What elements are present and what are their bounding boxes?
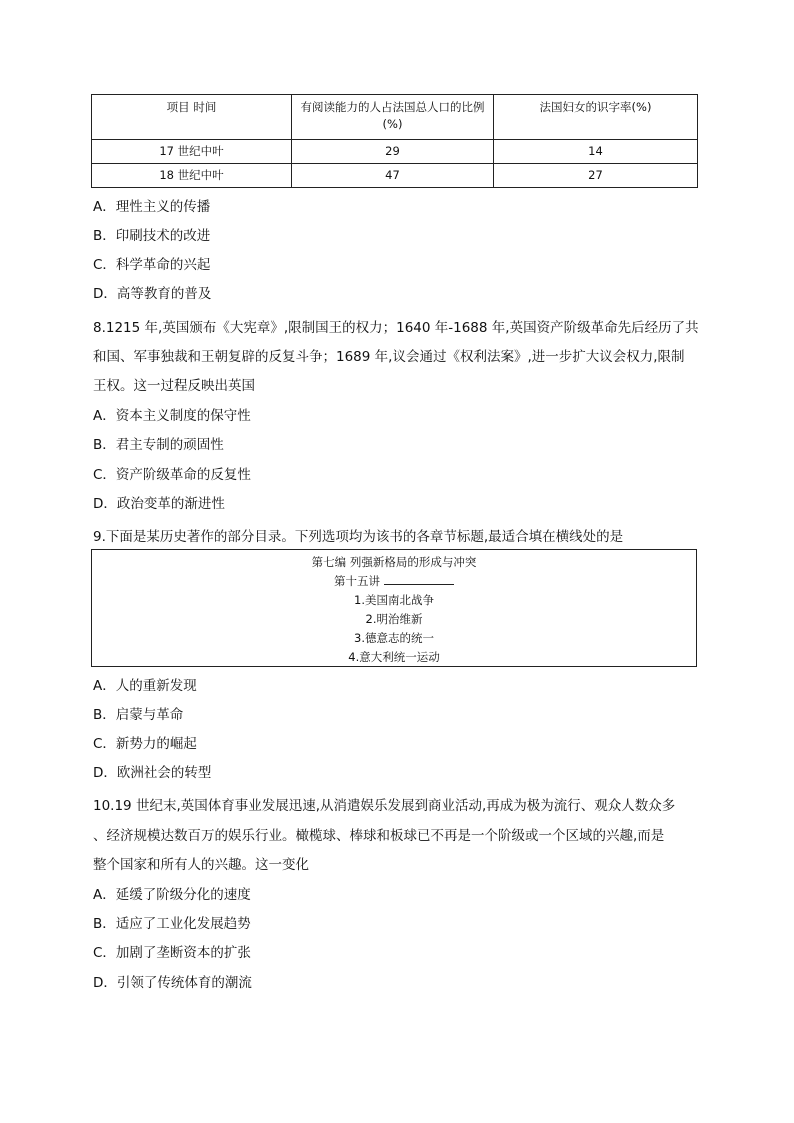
literacy-table bbox=[91, 94, 698, 188]
option-a: A．资本主义制度的保守性 bbox=[93, 408, 251, 424]
option-a: A．延缓了阶级分化的速度 bbox=[93, 887, 251, 903]
option-d: D．政治变革的渐进性 bbox=[93, 496, 225, 512]
option-a: A．理性主义的传播 bbox=[93, 199, 211, 215]
toc-part-title: 第七编 列强新格局的形成与冲突 bbox=[311, 555, 477, 569]
table-header-cell: 法国妇女的识字率(%) bbox=[494, 95, 698, 140]
option-a: A．人的重新发现 bbox=[93, 678, 197, 694]
question-9-stem: 9.下面是某历史著作的部分目录。下列选项均为该书的各章节标题,最适合填在横线处的是 bbox=[93, 529, 624, 545]
table-cell: 17 世纪中叶 bbox=[92, 140, 292, 164]
table-header-row bbox=[92, 95, 698, 140]
option-b: B．印刷技术的改进 bbox=[93, 228, 211, 244]
table-row bbox=[92, 164, 698, 188]
toc-item: 2.明治维新 bbox=[365, 612, 423, 626]
option-d: D．欧洲社会的转型 bbox=[93, 765, 212, 781]
question-8-line-1: 8.1215 年,英国颁布《大宪章》,限制国王的权力；1640 年-1688 年,英国资产阶级革命先后经历了共 bbox=[93, 320, 699, 336]
toc-item: 1.美国南北战争 bbox=[354, 593, 434, 607]
option-c: C．科学革命的兴起 bbox=[93, 257, 211, 273]
question-8-line-2: 和国、军事独裁和王朝复辟的反复斗争；1689 年,议会通过《权利法案》,进一步扩大议会权力,限制 bbox=[93, 349, 685, 365]
toc-item: 3.德意志的统一 bbox=[354, 631, 434, 645]
option-b: B．启蒙与革命 bbox=[93, 707, 184, 723]
table-row bbox=[92, 140, 698, 164]
option-d: D．引领了传统体育的潮流 bbox=[93, 975, 252, 991]
table-cell: 18 世纪中叶 bbox=[92, 164, 292, 188]
table-cell: 27 bbox=[494, 164, 698, 188]
option-b: B．君主专制的顽固性 bbox=[93, 437, 224, 453]
table-cell: 47 bbox=[292, 164, 494, 188]
table-cell: 29 bbox=[292, 140, 494, 164]
option-c: C．新势力的崛起 bbox=[93, 736, 197, 752]
table-header-cell: 项目 时间 bbox=[92, 95, 292, 140]
option-c: C．加剧了垄断资本的扩张 bbox=[93, 945, 251, 961]
table-cell: 14 bbox=[494, 140, 698, 164]
question-10-line-2: 、经济规模达数百万的娱乐行业。橄榄球、棒球和板球已不再是一个阶级或一个区域的兴趣,而是 bbox=[93, 828, 665, 844]
toc-lecture-label: 第十五讲 bbox=[334, 574, 380, 588]
option-d: D．高等教育的普及 bbox=[93, 286, 212, 302]
toc-lecture-line bbox=[92, 573, 696, 589]
table-header-cell: 有阅读能力的人占法国总人口的比例(%) bbox=[292, 95, 494, 140]
option-b: B．适应了工业化发展趋势 bbox=[93, 916, 251, 932]
toc-item: 4.意大利统一运动 bbox=[348, 650, 440, 664]
option-c: C．资产阶级革命的反复性 bbox=[93, 467, 251, 483]
question-8-line-3: 王权。这一过程反映出英国 bbox=[93, 378, 255, 394]
table-of-contents-box bbox=[91, 549, 697, 667]
question-10-line-1: 10.19 世纪末,英国体育事业发展迅速,从消遣娱乐发展到商业活动,再成为极为流行、观众人数众多 bbox=[93, 798, 676, 814]
answer-blank bbox=[384, 573, 454, 585]
question-10-line-3: 整个国家和所有人的兴趣。这一变化 bbox=[93, 857, 309, 873]
